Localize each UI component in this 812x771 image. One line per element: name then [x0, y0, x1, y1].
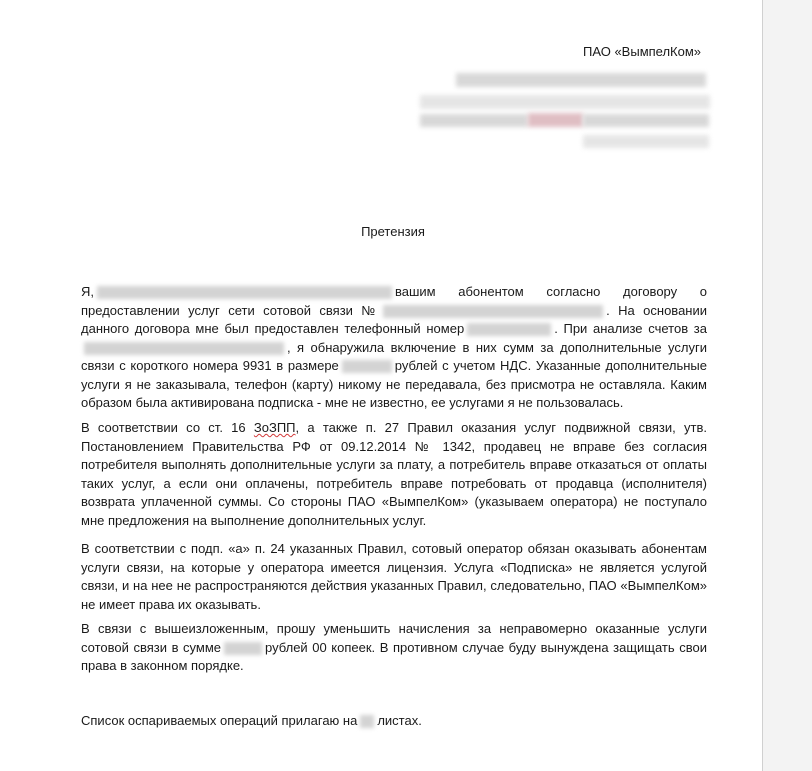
document-title: Претензия: [361, 224, 425, 239]
p1-text-c: . На основании данного договора мне был предоставлен телефонный номер: [81, 302, 707, 336]
redacted-sender-line-3-end: [583, 114, 709, 127]
paragraph-demand: [81, 620, 707, 676]
redacted-amount: [342, 360, 392, 373]
redacted-period: [84, 342, 284, 355]
redacted-sender-line-3: [420, 114, 528, 127]
paragraph-attachment: [81, 712, 707, 731]
p1-text-d: . При анализе счетов за: [554, 321, 707, 336]
redacted-refund-amount: [224, 642, 262, 655]
p1-text-b: вашим абонентом согласно договору о предоставлении услуг сети сотовой связи №: [81, 284, 707, 318]
p2-text-a: В соответствии со ст. 16: [81, 420, 246, 435]
p1-text-f: рублей с учетом НДС. Указанные дополнительные услуги я не заказывала, телефон (карту) никому не передавала, без присмотра не оставляла. Каким образом была активирована подписка - мне не известно, ее услугами я не пользовалась.: [81, 358, 707, 410]
redacted-contract-number: [383, 305, 603, 318]
redacted-sender-line-4: [583, 135, 709, 148]
paragraph-license: В соответствии с подп. «а» п. 24 указанных Правил, сотовый оператор обязан оказывать абонентам услуги связи, на которые у оператора имеется лицензия. Услуга «Подписка» не является услугой связи, и на нее не распространяются действия указанных Правил, следовательно, ПАО «ВымпелКом» не имеет права их оказывать.: [81, 541, 707, 612]
page-background-margin: [763, 0, 812, 771]
addressee-company: ПАО «ВымпелКом»: [583, 44, 702, 59]
p1-text-e: , я обнаружила включение в них сумм за дополнительные услуги связи с короткого номера 9931 в размере: [81, 339, 707, 373]
redacted-sender-line-2: [420, 95, 710, 109]
paragraph-claim: [81, 283, 707, 413]
redacted-sheet-count: [360, 715, 374, 728]
p5-text-b: листах.: [377, 713, 422, 728]
redacted-sender-line-3-mark: [528, 113, 583, 127]
p4-text-a: В связи с вышеизложенным, прошу уменьшить начисления за неправомерно оказанные услуги сотовой связи в сумме: [81, 621, 707, 655]
p4-text-b: рублей 00 копеек. В противном случае буду вынуждена защищать свои права в законном порядке.: [81, 639, 707, 673]
p2-text-c: , а также п. 27 Правил оказания услуг подвижной связи, утв. Постановлением Правительства РФ от 09.12.2014 № 1342, продавец не вправе без согласия потребителя выполнять дополнительные услуги за плату, а потребитель вправе отказаться от оплаты таких услуг, а если они оплачены, потребитель вправе потребовать от продавца (исполнителя) возврата уплаченной суммы. Со стороны ПАО «ВымпелКом» (указываем оператора) не поступало мне предложения на выполнение дополнительных услуг.: [81, 420, 707, 528]
p5-text-a: Список оспариваемых операций прилагаю на: [81, 713, 358, 728]
redacted-name: [97, 286, 392, 299]
redacted-sender-line-1: [456, 73, 706, 87]
paragraph-legal-basis: [81, 419, 707, 530]
redacted-phone-number: [467, 323, 551, 336]
p1-text-a: Я,: [81, 284, 94, 299]
spellcheck-word: ЗоЗПП: [253, 420, 296, 435]
